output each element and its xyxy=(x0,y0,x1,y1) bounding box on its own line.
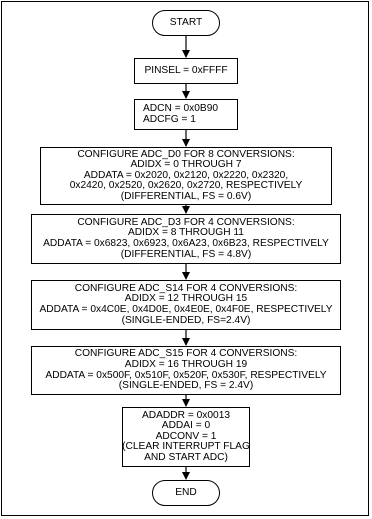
end-terminal xyxy=(152,480,220,506)
step-line: ADDATA = 0x6823, 0x6923, 0x6A23, 0x6B23, RESPECTIVELY xyxy=(43,238,329,249)
step-line: 0x2420, 0x2520, 0x2620, 0x2720, RESPECTIVELY xyxy=(69,180,303,192)
step-configure-s14 xyxy=(31,280,341,330)
start-label: START xyxy=(169,16,203,28)
step-line: (CLEAR INTERRUPT FLAG xyxy=(122,441,250,453)
step-line: (DIFFERENTIAL, FS = 0.6V) xyxy=(120,190,252,202)
step-line: PINSEL = 0xFFFF xyxy=(144,64,228,76)
step-configure-s15 xyxy=(31,346,341,395)
step-pinsel xyxy=(134,58,238,84)
step-line: CONFIGURE ADC_D3 FOR 4 CONVERSIONS: xyxy=(77,216,295,228)
step-line: ADCONV = 1 xyxy=(155,430,217,442)
step-line: (SINGLE-ENDED, FS = 2.4V) xyxy=(118,380,254,392)
start-terminal xyxy=(152,10,220,36)
step-line: ADDATA = 0x2020, 0x2120, 0x2220, 0x2320, xyxy=(83,169,289,181)
step-line: (SINGLE-ENDED, FS=2.4V) xyxy=(121,314,251,326)
step-line: CONFIGURE ADC_S14 FOR 4 CONVERSIONS: xyxy=(74,282,298,294)
step-line: ADDAI = 0 xyxy=(161,420,211,432)
step-line: ADIDX = 12 THROUGH 15 xyxy=(124,293,248,305)
step-line: ADCN = 0x0B90 xyxy=(143,102,219,114)
step-line: ADIDX = 8 THROUGH 11 xyxy=(128,227,244,239)
step-line: (DIFFERENTIAL, FS = 4.8V) xyxy=(120,248,252,260)
step-line: ADDATA = 0x500F, 0x510F, 0x520F, 0x530F, RESPECTIVELY xyxy=(45,369,327,381)
step-configure-d3 xyxy=(31,214,341,264)
step-line: ADCFG = 1 xyxy=(143,113,196,125)
step-configure-d0 xyxy=(40,147,332,205)
step-adaddr xyxy=(122,407,250,467)
step-line: CONFIGURE ADC_S15 FOR 4 CONVERSIONS: xyxy=(74,348,298,360)
step-line: ADADDR = 0x0013 xyxy=(141,409,231,421)
step-line: ADDATA = 0x4C0E, 0x4D0E, 0x4E0E, 0x4F0E, RESPECTIVELY xyxy=(39,304,333,315)
step-adcn xyxy=(134,99,238,130)
step-line: ADIDX = 16 THROUGH 19 xyxy=(124,358,248,370)
step-line: CONFIGURE ADC_D0 FOR 8 CONVERSIONS: xyxy=(77,148,295,160)
end-label: END xyxy=(175,486,197,498)
step-line: AND START ADC) xyxy=(144,451,228,463)
step-line: ADIDX = 0 THROUGH 7 xyxy=(130,159,242,171)
